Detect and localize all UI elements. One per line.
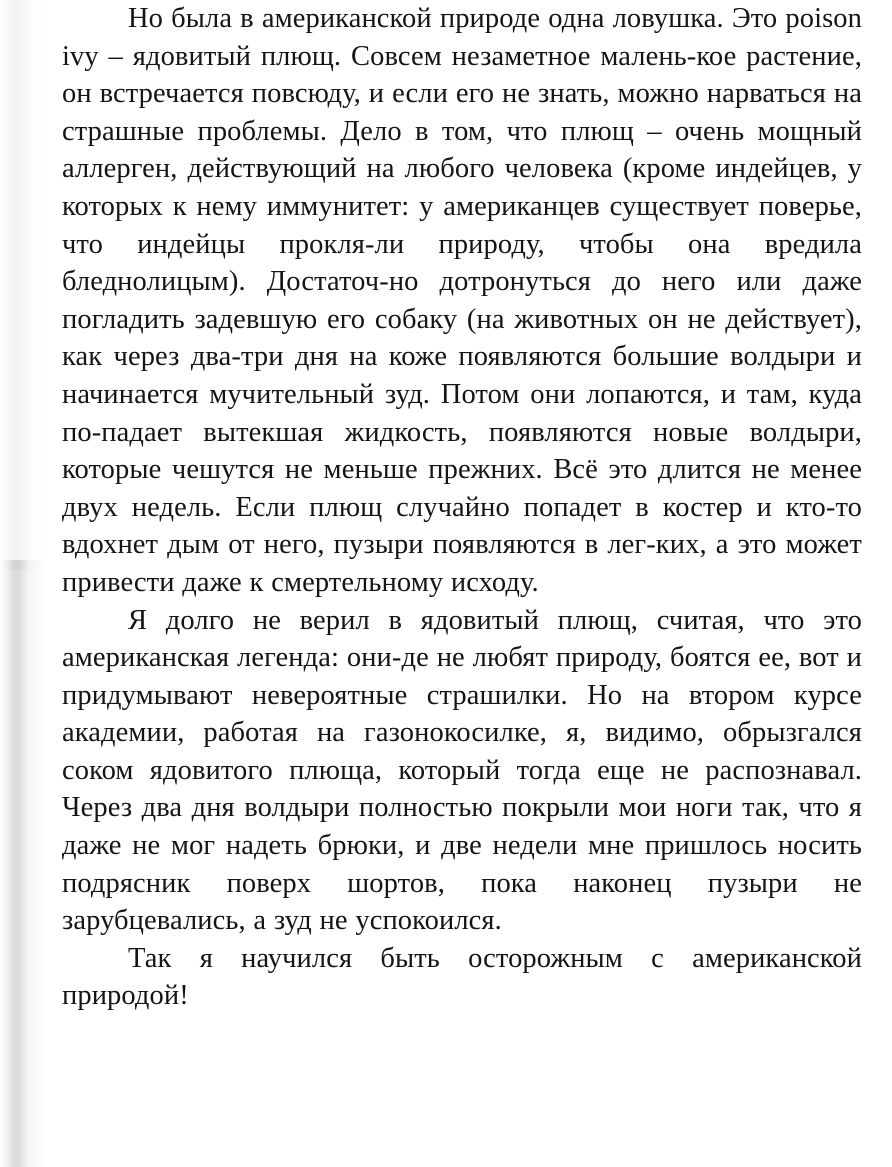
page-text-block [62, 0, 862, 1015]
paragraph-3-line-2: природой! [62, 980, 189, 1012]
book-gutter-shadow [0, 560, 46, 1167]
paragraph-2 [62, 602, 862, 940]
paragraph-3 [62, 940, 862, 1015]
paragraph-3-line-1: Так я научился быть осторожным с американской [128, 942, 862, 974]
paragraph-1 [62, 0, 862, 602]
paragraph-2-body: Я долго не верил в ядовитый плющ, считая, что это американская легенда: они-де не любят природу, боятся ее, вот и придумывают невероятные страшилки. Но на втором курсе академии, работая на газонокосилке, я, видимо, обрызгался соком ядовитого плюща, который тогда еще не распознавал. Через два дня волдыри полностью покрыли мои ноги так, что я даже не мог надеть брюки, и две недели мне пришлось носить подрясник поверх шортов, пока наконец пузыри не зарубцевались, а зуд не успокоился. [62, 604, 862, 937]
paragraph-1-body: Но была в американской природе одна ловушка. Это poison ivy – ядовитый плющ. Совсем незаметное малень-кое растение, он встречается повсюду, и если его не знать, можно нарваться на страшные проблемы. Дело в том, что плющ – очень мощный аллерген, действующий на любого человека (кроме индейцев, у которых к нему иммунитет: у американцев существует поверье, что индейцы прокля-ли природу, чтобы она вредила бледнолицым). Достаточ-но дотронуться до него или даже погладить задевшую его собаку (на животных он не действует), как через два-три дня на коже появляются большие волдыри и начинается мучительный зуд. Потом они лопаются, и там, куда по-падает вытекшая жидкость, появляются новые волдыри, которые чешутся не меньше прежних. Всё это длится не менее двух недель. Если плющ случайно попадет в костер и кто-то вдохнет дым от него, пузыри появляются в лег-ких, а это может привести даже к смертельному исходу. [62, 3, 862, 598]
book-gutter-shadow-upper [0, 0, 46, 570]
